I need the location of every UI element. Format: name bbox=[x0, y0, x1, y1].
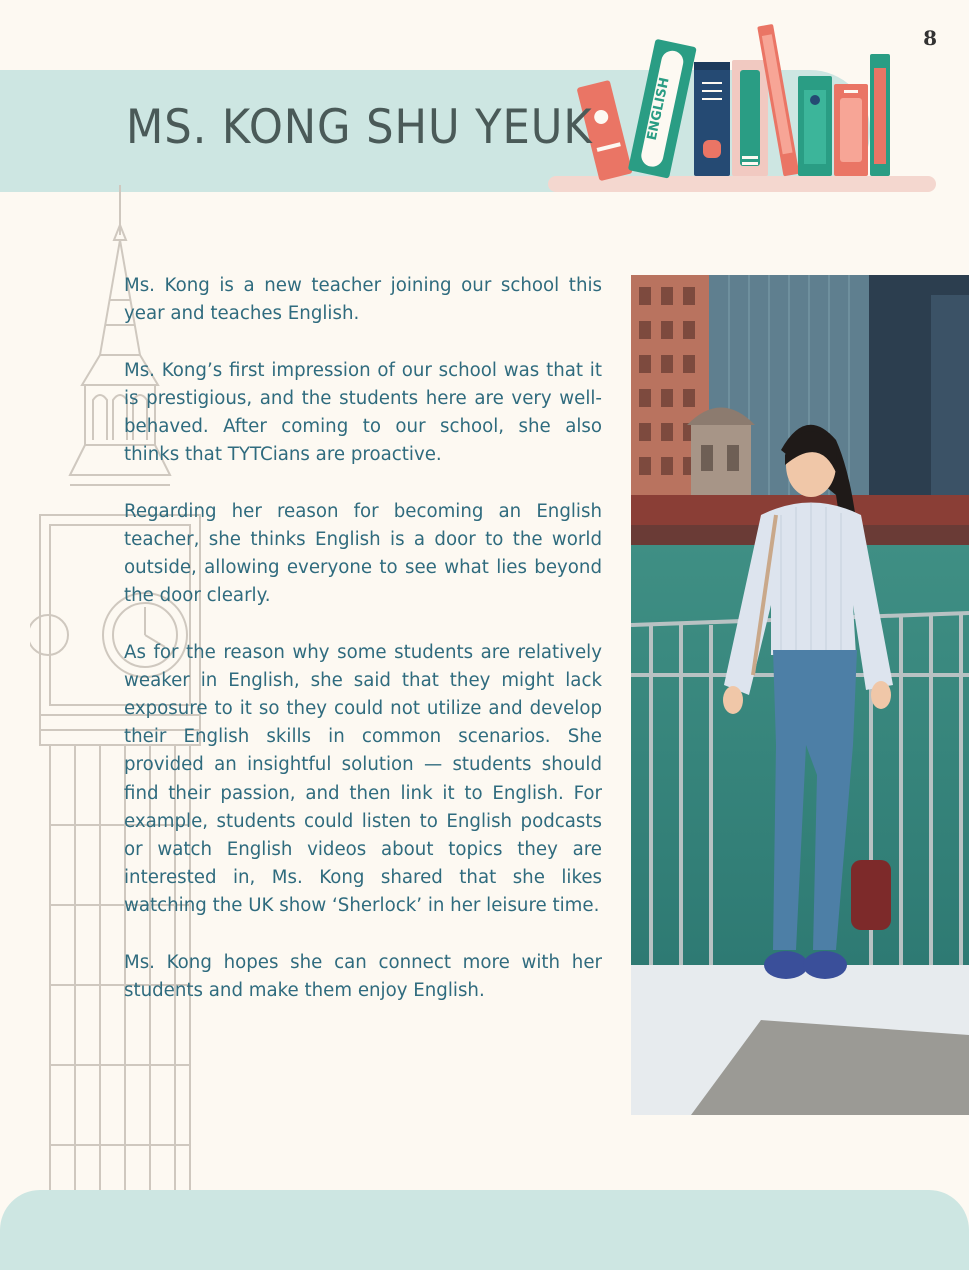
article-body bbox=[124, 272, 602, 1033]
book-spine-label: ENGLISH bbox=[644, 76, 673, 142]
paragraph-hopes: Ms. Kong hopes she can connect more with her students and make them enjoy English. bbox=[124, 951, 602, 1002]
teacher-photo bbox=[631, 275, 969, 1115]
paragraph-first-impression: Ms. Kong’s first impression of our school was that it is prestigious, and the students here are very well-behaved. After coming to our school, she also thinks that TYTCians are proactive. bbox=[124, 359, 602, 466]
bookshelf-illustration bbox=[548, 20, 940, 195]
paragraph-reason-teaching: Regarding her reason for becoming an English teacher, she thinks English is a door to the world outside, allowing everyone to see what lies beyond the door clearly. bbox=[124, 500, 602, 607]
page-number: 8 bbox=[923, 26, 937, 50]
page-title: MS. KONG SHU YEUK bbox=[126, 100, 593, 155]
paragraph-weaker-students: As for the reason why some students are relatively weaker in English, she said that they might lack exposure to it so they could not utilize and develop their English skills in common scenarios. She provided an insightful solution — students should find their passion, and then link it to English. For example, students could listen to English podcasts or watch English videos about topics they are interested in, Ms. Kong shared that she likes watching the UK show ‘Sherlock’ in her leisure time. bbox=[124, 641, 602, 917]
footer-band bbox=[0, 1190, 969, 1270]
paragraph-intro: Ms. Kong is a new teacher joining our school this year and teaches English. bbox=[124, 275, 602, 325]
